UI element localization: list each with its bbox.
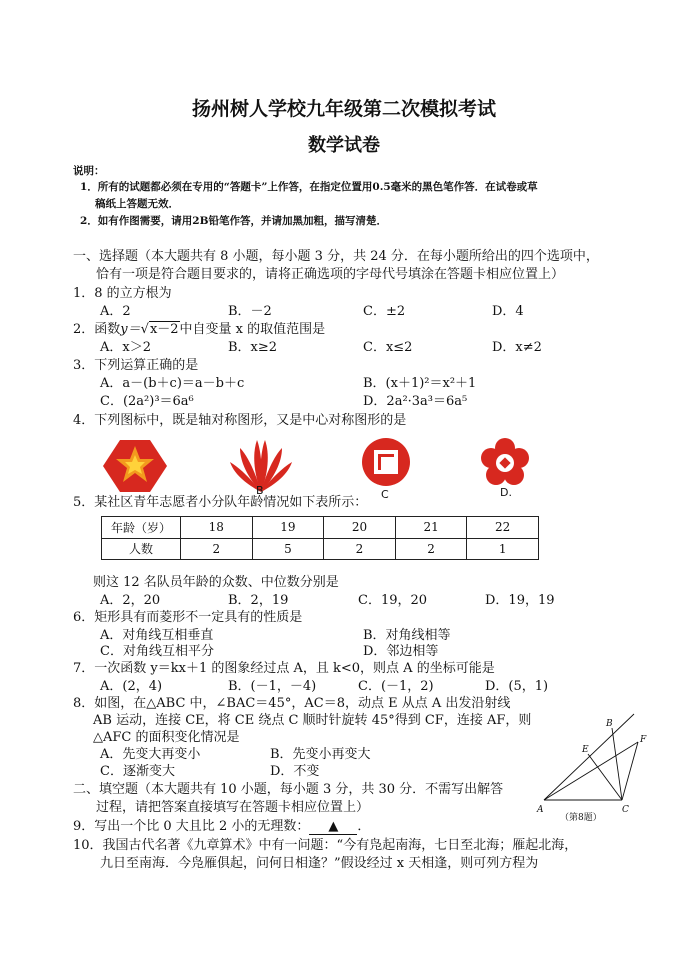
- table-cell: 21: [395, 517, 467, 539]
- q1-stem: 1．8 的立方根为: [73, 286, 172, 301]
- table-cell: 1: [467, 538, 539, 560]
- q4-label-b: B: [256, 484, 264, 497]
- q9-stem: [73, 815, 370, 835]
- q1-option-b: B．－2: [228, 304, 272, 319]
- section-1-line-1: 一、选择题（本大题共有 8 小题，每小题 3 分，共 24 分．在每小题所给出的四个选项中，: [73, 249, 599, 264]
- table-cell: 2: [395, 538, 467, 560]
- q2-function: y＝: [120, 322, 141, 337]
- age-table: [101, 516, 539, 560]
- note-1-line-2: 稿纸上答题无效．: [95, 198, 179, 210]
- table-cell: 人数: [102, 538, 181, 560]
- q4-label-c: C: [381, 488, 389, 501]
- q9-text: 9．写出一个比 0 大且比 2 小的无理数：: [73, 819, 310, 834]
- note-1-line-1: 1．所有的试题都必须在专用的“答题卡”上作答，在指定位置用0.5毫米的黑色笔作答．在试卷或草: [80, 181, 538, 193]
- q3-option-a: A．a－(b＋c)＝a－b＋c: [100, 376, 245, 391]
- table-cell: 5: [252, 538, 324, 560]
- q3-option-b: B．(x＋1)²＝x²＋1: [363, 376, 477, 391]
- q2-stem: [73, 318, 325, 337]
- section-1-line-2: 恰有一项是符合题目要求的，请将正确选项的字母代号填涂在答题卡相应位置上）: [96, 267, 565, 282]
- answer-blank: ▲: [309, 819, 357, 835]
- q5-option-a: A．2，20: [100, 593, 161, 608]
- icon-option-a-hexagon-star: [100, 438, 170, 494]
- q10-line-1: 10．我国古代名著《九章算术》中有一问题：“今有凫起南海，七日至北海；雁起北海，: [73, 838, 578, 853]
- q2-option-c: C．x≤2: [363, 340, 413, 355]
- q2-option-a: A．x＞2: [100, 340, 151, 355]
- q8-option-b: B．先变小再变大: [270, 747, 371, 762]
- q2-stem-pre: 2．函数: [73, 322, 121, 337]
- q1-option-c: C．±2: [363, 304, 406, 319]
- q8-option-c: C．逐渐变大: [100, 764, 175, 779]
- q7-option-a: A．(2，4): [100, 679, 163, 694]
- section-2-line-1: 二、填空题（本大题共有 10 小题，每小题 3 分，共 30 分．不需写出解答: [73, 782, 504, 797]
- q4-label-d: D.: [500, 486, 512, 499]
- q7-stem: 7．一次函数 y＝kx＋1 的图象经过点 A，且 k<0，则点 A 的坐标可能是: [73, 661, 495, 676]
- q5-stem: 5．某社区青年志愿者小分队年龄情况如下表所示：: [73, 495, 368, 510]
- table-cell: 2: [324, 538, 396, 560]
- table-cell: 18: [181, 517, 253, 539]
- q6-option-d: D．邻边相等: [363, 644, 439, 659]
- q8-line-2: AB 运动，连接 CE，将 CE 绕点 C 顺时针旋转 45°得到 CF，连接 AF，则: [93, 713, 532, 728]
- q2-option-d: D．x≠2: [492, 340, 542, 355]
- inner-square-cut: [381, 457, 394, 470]
- exam-subtitle: 数学试卷: [308, 135, 380, 156]
- q2-option-b: B．x≥2: [228, 340, 278, 355]
- sqrt-icon: √: [140, 322, 149, 337]
- fig-label-f: F: [640, 735, 647, 745]
- section-2-line-2: 过程，请把答案直接填写在答题卡相应位置上）: [96, 800, 370, 815]
- q4-stem: 4．下列图标中，既是轴对称图形，又是中心对称图形的是: [73, 413, 407, 428]
- table-cell: 22: [467, 517, 539, 539]
- fig-caption: （第8题）: [560, 813, 602, 823]
- table-row: [102, 517, 539, 539]
- table-row: [102, 538, 539, 560]
- q10-line-2: 九日至南海．今凫雁俱起，问何日相逢？”假设经过 x 天相逢，则可列方程为: [100, 856, 539, 871]
- table-cell: 19: [252, 517, 324, 539]
- q6-option-a: A．对角线互相垂直: [100, 628, 214, 643]
- q7-option-b: B．(－1，－4): [228, 679, 317, 694]
- q3-option-c: C．(2a²)³＝6a⁶: [100, 394, 194, 409]
- fig-label-a: A: [537, 805, 544, 815]
- q3-stem: 3．下列运算正确的是: [73, 358, 199, 373]
- table-cell: 20: [324, 517, 396, 539]
- q8-option-d: D．不变: [270, 764, 320, 779]
- q6-option-b: B．对角线相等: [363, 628, 451, 643]
- q6-option-c: C．对角线互相平分: [100, 644, 214, 659]
- q7-option-c: C．(－1，2): [358, 679, 434, 694]
- q7-option-d: D．(5，1): [485, 679, 549, 694]
- icon-option-d-flower: [479, 437, 531, 487]
- q8-option-a: A．先变大再变小: [100, 747, 201, 762]
- q3-option-d: D．2a²·3a³＝6a⁵: [363, 394, 468, 409]
- q6-stem: 6．矩形具有而菱形不一定具有的性质是: [73, 610, 303, 625]
- icon-option-c-circle-square: [361, 437, 411, 487]
- q8-geometry-figure: [536, 712, 656, 824]
- table-cell: 年龄（岁）: [102, 517, 181, 539]
- q8-line-3: △AFC 的面积变化情况是: [93, 730, 240, 745]
- q1-option-d: D．4: [492, 304, 524, 319]
- exam-title: 扬州树人学校九年级第二次模拟考试: [191, 98, 496, 120]
- q8-line-1: 8．如图，在△ABC 中，∠BAC＝45°，AC＝8，动点 E 从点 A 出发沿射线: [73, 696, 511, 711]
- q2-radicand: x－2: [149, 322, 179, 337]
- q2-stem-post: 中自变量 x 的取值范围是: [179, 322, 326, 337]
- q1-option-a: A．2: [100, 304, 131, 319]
- q5-option-b: B．2，19: [228, 593, 289, 608]
- q9-end: ．: [357, 819, 371, 834]
- fig-label-e: E: [582, 745, 589, 755]
- note-2: 2．如有作图需要，请用2B铅笔作答，并请加黑加粗，描写清楚．: [80, 215, 387, 227]
- q5-option-c: C．19，20: [358, 593, 428, 608]
- table-cell: 2: [181, 538, 253, 560]
- fig-label-b: B: [606, 719, 613, 729]
- fig-label-c: C: [622, 805, 629, 815]
- q5-option-d: D．19，19: [485, 593, 555, 608]
- q5-ask: 则这 12 名队员年龄的众数、中位数分别是: [93, 575, 339, 590]
- notes-heading: 说明：: [73, 165, 105, 177]
